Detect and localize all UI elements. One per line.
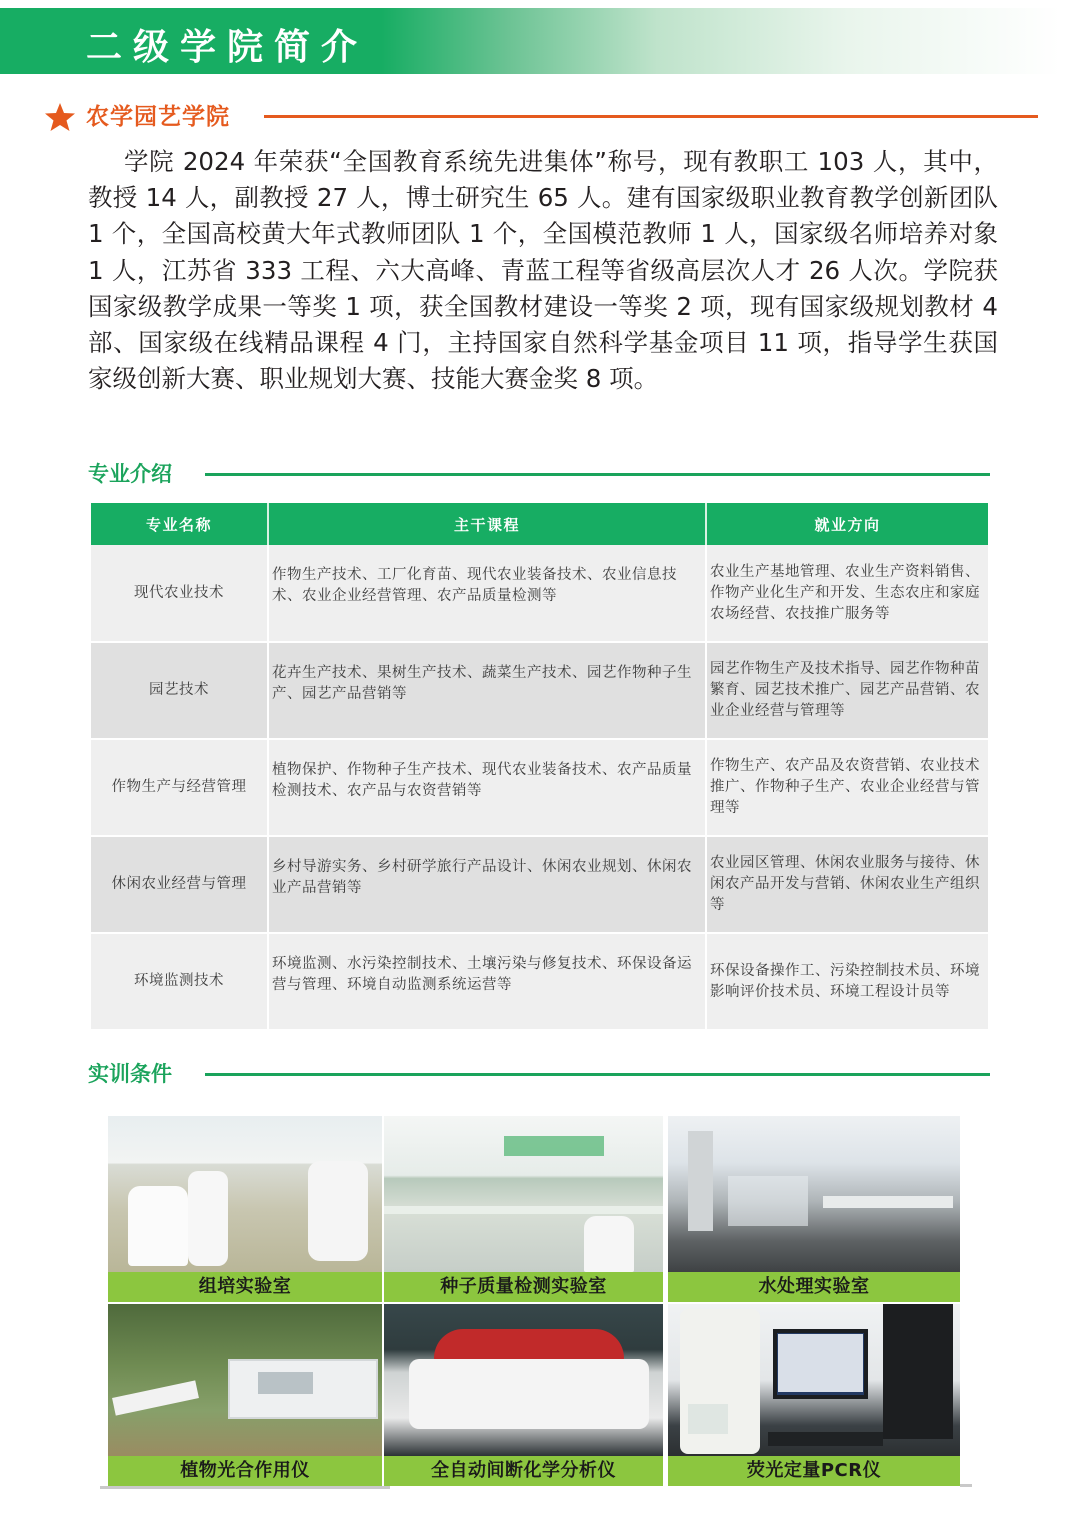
major-courses: 环境监测、水污染控制技术、土壤污染与修复技术、环保设备运营与管理、环境自动监测系统运营等 [268, 933, 706, 1030]
divider [264, 115, 1038, 118]
lab-photo-image [668, 1304, 960, 1456]
pcr-screen-decoration [688, 1404, 728, 1434]
major-career: 农业生产基地管理、农业生产资料销售、作物产业化生产和开发、生态农庄和家庭农场经营、农技推广服务等 [706, 545, 988, 642]
figure-decoration [128, 1186, 188, 1266]
figure-decoration [584, 1216, 634, 1272]
star-icon [44, 102, 76, 132]
display-decoration [258, 1372, 313, 1394]
banner-notches [100, 76, 500, 84]
notch-decoration [100, 76, 110, 83]
photo-caption: 组培实验室 [108, 1272, 382, 1302]
photo-photosynthesis-meter [108, 1304, 382, 1486]
training-section-heading [88, 1058, 990, 1090]
major-courses: 花卉生产技术、果树生产技术、蔬菜生产技术、园艺作物种子生产、园艺产品营销等 [268, 642, 706, 739]
keyboard-decoration [768, 1432, 883, 1446]
equipment-decoration [688, 1131, 713, 1231]
section-title: 实训条件 [88, 1062, 172, 1086]
notch-decoration [284, 76, 294, 83]
college-intro: 学院 2024 年荣获“全国教育系统先进集体”称号，现有教职工 103 人，其中，教授 14 人，副教授 27 人，博士研究生 65 人。建有国家级职业教育教学创新团队 1 个，全国高校黄大年式教师团队 1 个，全国模范教师 1 人，国家级名师培养对象 1 人，江苏省 333 工程、六大高峰、青蓝工程等省级高层次人才 26 人次。学院获国家级教学成果一等奖 1 项，获全国教材建设一等奖 2 项，现有国家级规划教材 4 部、国家级在线精品课程 4 门，主持国家自然科学基金项目 11 项，指导学生获国家级创新大赛、职业规划大赛、技能大赛金奖 8 项。 [88, 147, 998, 394]
monitor-screen-decoration [778, 1334, 863, 1392]
training-photo-grid [108, 1116, 960, 1490]
major-name: 作物生产与经营管理 [91, 739, 268, 836]
major-name: 园艺技术 [91, 642, 268, 739]
photo-water-treatment-lab [668, 1116, 960, 1302]
page-banner [0, 8, 1060, 74]
notch-decoration [146, 76, 156, 83]
table-header-row [91, 503, 988, 545]
photo-tissue-culture-lab [108, 1116, 382, 1302]
major-courses: 乡村导游实务、乡村研学旅行产品设计、休闲农业规划、休闲农业产品营销等 [268, 836, 706, 933]
section-title: 专业介绍 [88, 462, 172, 486]
photo-caption: 种子质量检测实验室 [384, 1272, 663, 1302]
tank-decoration [728, 1176, 808, 1226]
shadow-decoration [100, 1486, 390, 1489]
column-header-major: 专业名称 [91, 503, 268, 545]
lab-photo-image [384, 1304, 663, 1456]
lab-photo-image [108, 1116, 382, 1272]
bench-decoration [823, 1196, 953, 1208]
photo-caption: 水处理实验室 [668, 1272, 960, 1302]
notch-decoration [330, 76, 340, 83]
device-lid-decoration [434, 1329, 624, 1361]
table-row [91, 739, 988, 836]
probe-decoration [112, 1380, 199, 1415]
page-title: 二级学院简介 [86, 27, 369, 68]
table-row [91, 836, 988, 933]
notch-decoration [238, 76, 248, 83]
device-body-decoration [409, 1359, 649, 1429]
table-row [91, 545, 988, 642]
notch-decoration [192, 76, 202, 83]
major-career: 环保设备操作工、污染控制技术员、环境影响评价技术员、环境工程设计员等 [706, 933, 988, 1030]
lab-photo-image [668, 1116, 960, 1272]
majors-section-heading [88, 458, 990, 490]
college-heading [44, 100, 994, 134]
college-title: 农学园艺学院 [86, 104, 230, 130]
figure-decoration [308, 1161, 368, 1261]
photo-seed-quality-lab [384, 1116, 663, 1302]
photo-caption: 全自动间断化学分析仪 [384, 1456, 663, 1486]
divider [205, 473, 990, 476]
table-row [91, 642, 988, 739]
bench-decoration [384, 1206, 663, 1214]
major-courses: 植物保护、作物种子生产技术、现代农业装备技术、农产品质量检测技术、农产品与农资营销等 [268, 739, 706, 836]
lab-photo-image [384, 1116, 663, 1272]
photo-caption: 植物光合作用仪 [108, 1456, 382, 1486]
divider [205, 1073, 990, 1076]
major-career: 农业园区管理、休闲农业服务与接待、休闲农产品开发与营销、休闲农业生产组织等 [706, 836, 988, 933]
photo-chemistry-analyzer [384, 1304, 663, 1486]
photo-pcr-instrument [668, 1304, 960, 1486]
shadow-decoration [960, 1484, 972, 1487]
lab-photo-image [108, 1304, 382, 1456]
major-career: 园艺作物生产及技术指导、园艺作物种苗繁育、园艺技术推广、园艺产品营销、农业企业经营与管理等 [706, 642, 988, 739]
pc-tower-decoration [883, 1304, 953, 1439]
banner-decoration [504, 1136, 604, 1156]
column-header-courses: 主干课程 [268, 503, 706, 545]
column-header-career: 就业方向 [706, 503, 988, 545]
table-row [91, 933, 988, 1030]
photo-caption: 荧光定量PCR仪 [668, 1456, 960, 1486]
major-name: 现代农业技术 [91, 545, 268, 642]
major-name: 休闲农业经营与管理 [91, 836, 268, 933]
majors-table [91, 503, 988, 1031]
major-courses: 作物生产技术、工厂化育苗、现代农业装备技术、农业信息技术、农业企业经营管理、农产品质量检测等 [268, 545, 706, 642]
major-career: 作物生产、农产品及农资营销、农业技术推广、作物种子生产、农业企业经营与管理等 [706, 739, 988, 836]
major-name: 环境监测技术 [91, 933, 268, 1030]
figure-decoration [188, 1171, 228, 1266]
